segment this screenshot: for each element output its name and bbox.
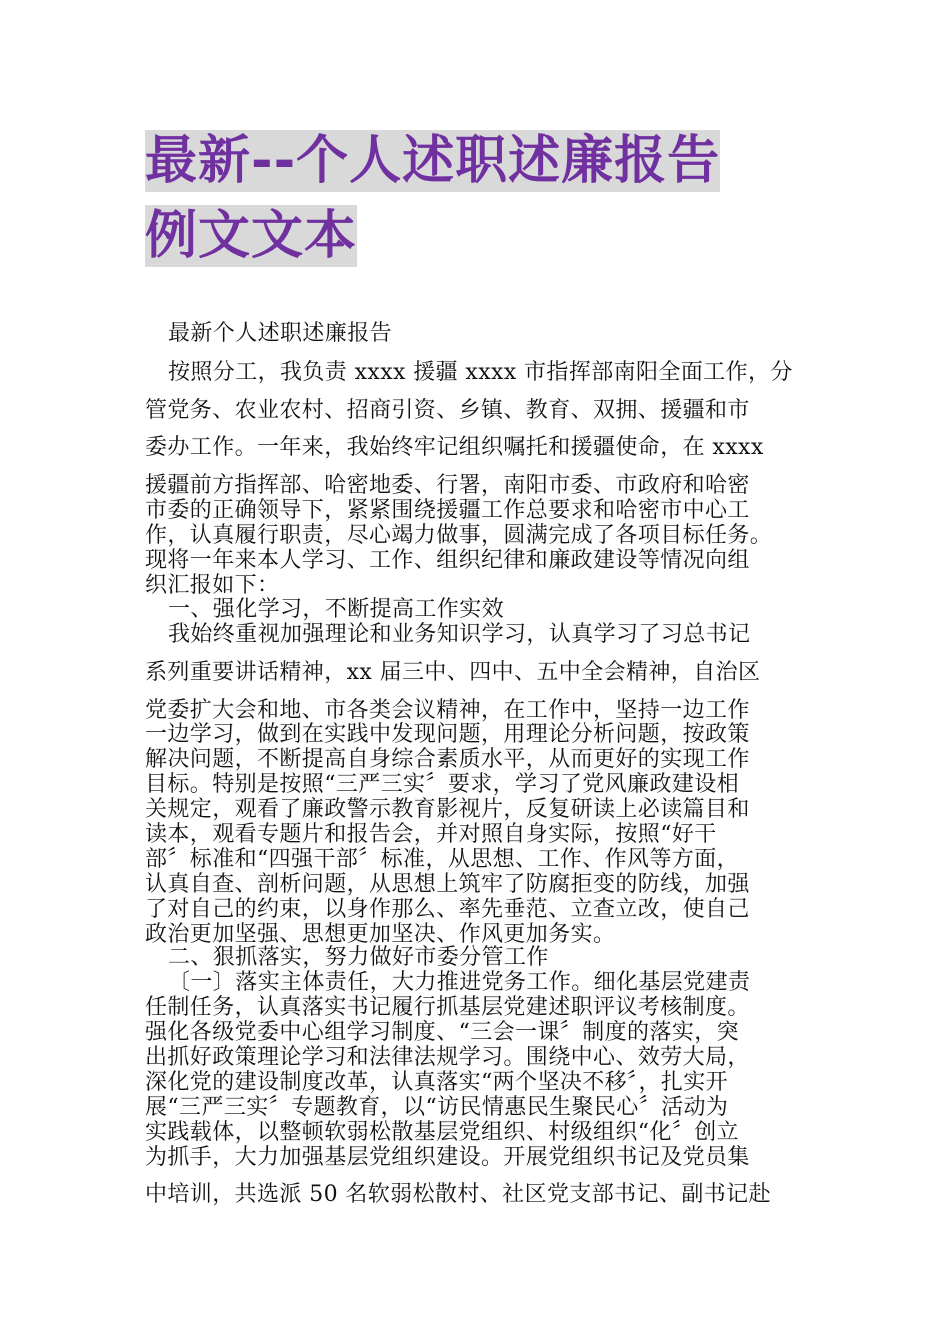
paragraph-line: 目标。特别是按照“三严三实〞要求，学习了党风廉政建设相 (145, 772, 740, 797)
paragraph-line: 为抓手，大力加强基层党组织建设。开展党组织书记及党员集 (145, 1145, 750, 1170)
paragraph-line: 一边学习，做到在实践中发现问题，用理论分析问题，按政策 (145, 722, 750, 747)
paragraph-line: 任制任务，认真落实书记履行抓基层党建述职评议考核制度。 (145, 995, 750, 1020)
paragraph-line: 织汇报如下： (145, 573, 280, 598)
section-heading-2: 二、狠抓落实，努力做好市委分管工作 (168, 945, 549, 970)
paragraph-line: 管党务、农业农村、招商引资、乡镇、教育、双拥、援疆和市 (145, 398, 750, 423)
paragraph-line: 委办工作。一年来，我始终牢记组织嘱托和援疆使命，在 xxxx (145, 435, 764, 460)
paragraph-line: 强化各级党委中心组学习制度、“三会一课〞制度的落实，突 (145, 1020, 740, 1045)
paragraph-line: 了对自己的约束，以身作那么、率先垂范、立查立改，使自己 (145, 897, 750, 922)
paragraph-line: 〔一〕落实主体责任，大力推进党务工作。细化基层党建责 (168, 970, 751, 995)
paragraph-line: 读本，观看专题片和报告会，并对照自身实际，按照“好干 (145, 822, 717, 847)
paragraph-line: 党委扩大会和地、市各类会议精神，在工作中，坚持一边工作 (145, 698, 750, 723)
report-subtitle: 最新个人述职述廉报告 (168, 321, 393, 346)
paragraph-line: 认真自查、剖析问题，从思想上筑牢了防腐拒变的防线，加强 (145, 872, 750, 897)
paragraph-line: 深化党的建设制度改革，认真落实“两个坚决不移〞，扎实开 (145, 1070, 729, 1095)
paragraph-line: 市委的正确领导下，紧紧围绕援疆工作总要求和哈密市中心工 (145, 498, 750, 523)
paragraph-line: 援疆前方指挥部、哈密地委、行署，南阳市委、市政府和哈密 (145, 473, 750, 498)
paragraph-line: 中培训，共选派 50 名软弱松散村、社区党支部书记、副书记赴 (145, 1182, 771, 1207)
paragraph-line: 出抓好政策理论学习和法律法规学习。围绕中心、效劳大局， (145, 1045, 750, 1070)
paragraph-line: 部〞标准和“四强干部〞标准，从思想、工作、作风等方面， (145, 847, 740, 872)
paragraph-line: 解决问题，不断提高自身综合素质水平，从而更好的实现工作 (145, 747, 750, 772)
paragraph-line: 系列重要讲话精神，xx 届三中、四中、五中全会精神，自治区 (145, 660, 761, 685)
paragraph-line: 我始终重视加强理论和业务知识学习，认真学习了习总书记 (168, 622, 751, 647)
paragraph-line: 展“三严三实〞专题教育，以“访民情惠民生聚民心〞活动为 (145, 1095, 729, 1120)
paragraph-line: 现将一年来本人学习、工作、组织纪律和廉政建设等情况向组 (145, 548, 750, 573)
paragraph-line: 实践载体，以整顿软弱松散基层党组织、村级组织“化〞创立 (145, 1120, 740, 1145)
document-title-line-1: 最新--个人述职述廉报告 (145, 131, 721, 191)
document-title-line-2: 例文文本 (145, 206, 358, 266)
paragraph-line: 作，认真履行职责，尽心竭力做事，圆满完成了各项目标任务。 (145, 523, 773, 548)
paragraph-line: 政治更加坚强、思想更加坚决、作风更加务实。 (145, 922, 616, 947)
paragraph-line: 关规定，观看了廉政警示教育影视片，反复研读上必读篇目和 (145, 797, 750, 822)
paragraph-line: 按照分工，我负责 xxxx 援疆 xxxx 市指挥部南阳全面工作，分 (168, 360, 793, 385)
section-heading-1: 一、强化学习，不断提高工作实效 (168, 597, 505, 622)
